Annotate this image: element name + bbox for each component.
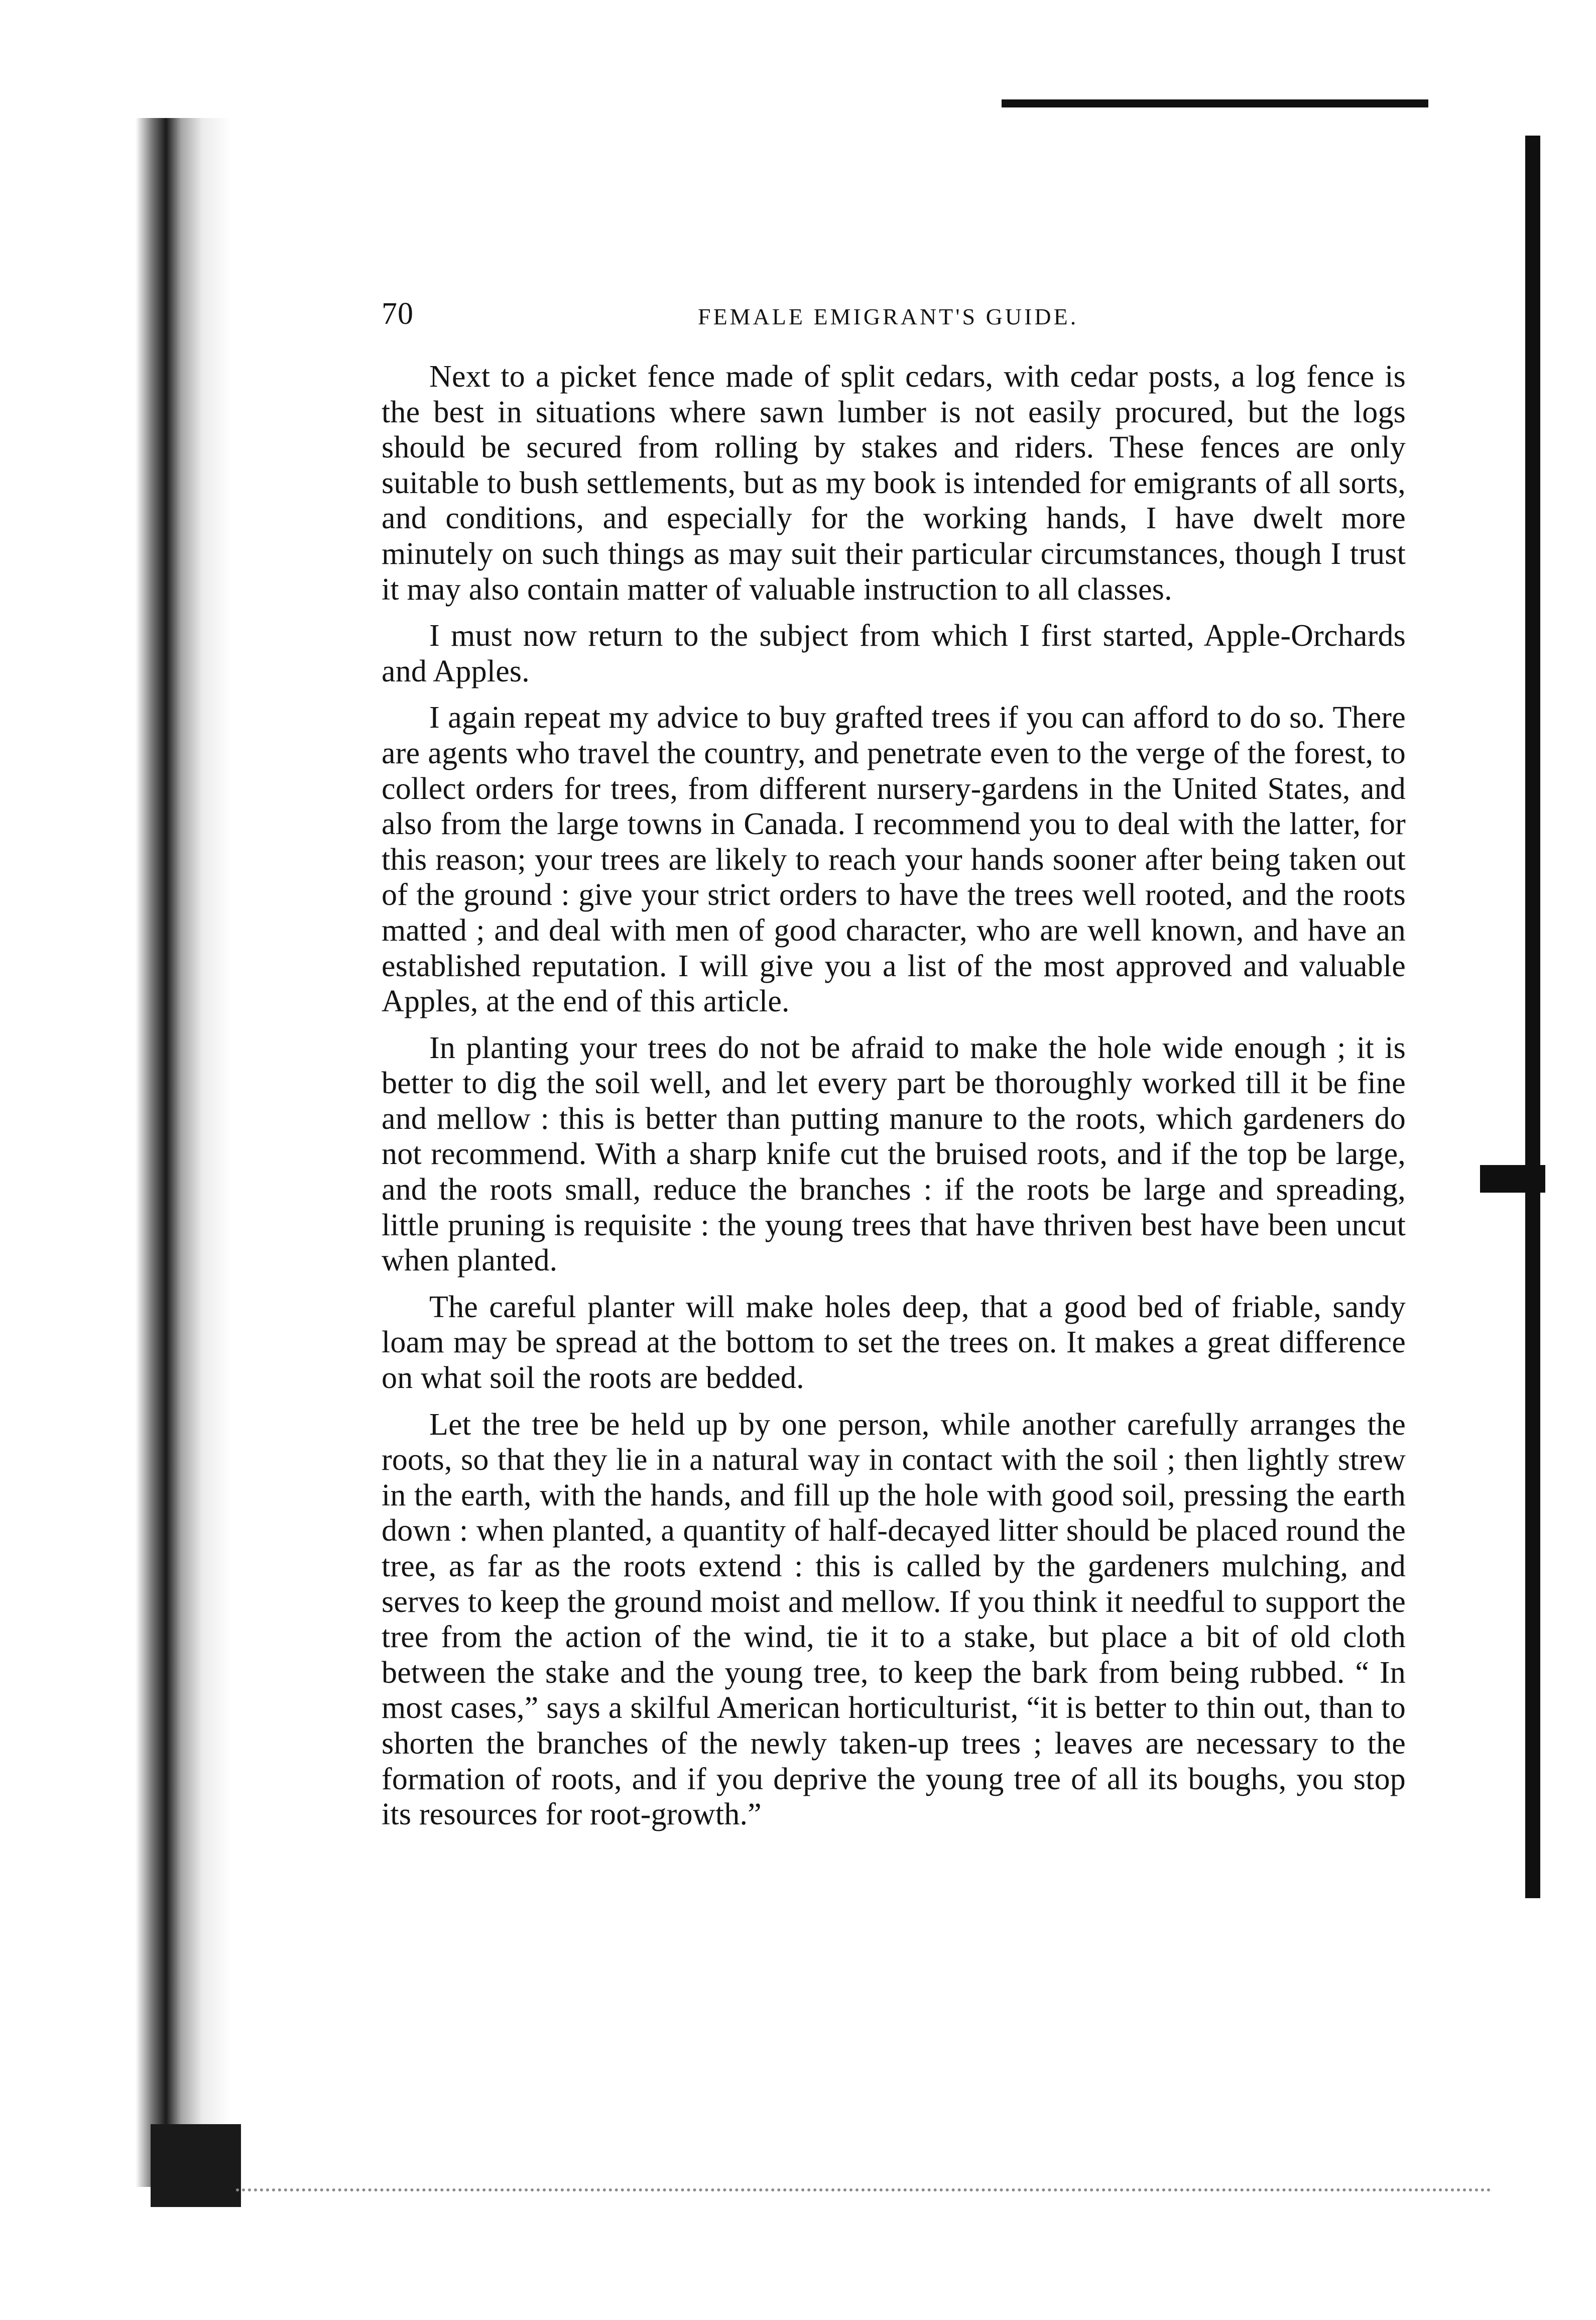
page-number: 70	[382, 297, 414, 331]
page-edge-mark	[1480, 1165, 1545, 1193]
page-edge-bottom	[236, 2188, 1491, 2191]
paragraph-return-to-apples: I must now return to the subject from which I first started, Apple-Orchards and Apples.	[382, 619, 1406, 688]
paragraph-fences: Next to a picket fence made of split cedars, with cedar posts, a log fence is the best in situations where sawn lumber is not easily procured, but the logs should be secured from rolling by stakes and riders. These fences are only suitable to bush settlements, but as my book is intended for emigrants of all sorts, and conditions, and especially for the working hands, I have dwelt more minutely on such things as may suit their particular circumstances, though I trust it may also contain matter of valuable instruction to all classes.	[382, 360, 1406, 607]
running-head	[382, 296, 1471, 336]
paragraph-planting: In planting your trees do not be afraid to make the hole wide enough ; it is better to dig the soil well, and let every part be thoroughly worked till it be fine and mellow : this is better than putting manure to the roots, which gardeners do not recommend. With a sharp knife cut the bruised roots, and if the top be large, and the roots small, reduce the branches : if the roots be large and spreading, little pruning is requisite : the young trees that have thriven best have been uncut when planted.	[382, 1030, 1406, 1278]
running-title: FEMALE EMIGRANT'S GUIDE.	[698, 304, 1079, 329]
binding-shadow-foot	[151, 2124, 241, 2207]
body-text	[382, 359, 1406, 1843]
paragraph-setting-tree: Let the tree be held up by one person, while another carefully arranges the roots, so that they lie in a natural way in contact with the soil ; then lightly strew in the earth, with the hands, and fill up the hole with good soil, pressing the earth down : when planted, a quantity of half-decayed litter should be placed round the tree, as far as the roots extend : this is called by the gardeners mulching, and serves to keep the ground moist and mellow. If you think it needful to support the tree from the action of the wind, tie it to a stake, but place a bit of old cloth between the stake and the young tree, to keep the bark from being rubbed. “ In most cases,” says a skilful American horticulturist, “it is better to thin out, than to shorten the branches of the newly taken-up trees ; leaves are necessary to the formation of roots, and if you deprive the young tree of all its boughs, you stop its resources for root-growth.”	[382, 1407, 1406, 1832]
paragraph-holes: The careful planter will make holes deep, that a good bed of friable, sandy loam may be spread at the bottom to set the trees on. It makes a great difference on what soil the roots are bedded.	[382, 1290, 1406, 1396]
binding-shadow	[136, 118, 231, 2187]
page-edge-right	[1525, 136, 1540, 1898]
paragraph-grafted-trees: I again repeat my advice to buy grafted trees if you can afford to do so. There are agents who travel the country, and penetrate even to the verge of the forest, to collect orders for trees, from different nursery-gardens in the United States, and also from the large towns in Canada. I recommend you to deal with the latter, for this reason; your trees are likely to reach your hands sooner after being taken out of the ground : give your strict orders to have the trees well rooted, and the roots matted ; and deal with men of good character, who are well known, and have an established reputation. I will give you a list of the most approved and valuable Apples, at the end of this article.	[382, 701, 1406, 1019]
page-edge-top	[1002, 99, 1428, 107]
